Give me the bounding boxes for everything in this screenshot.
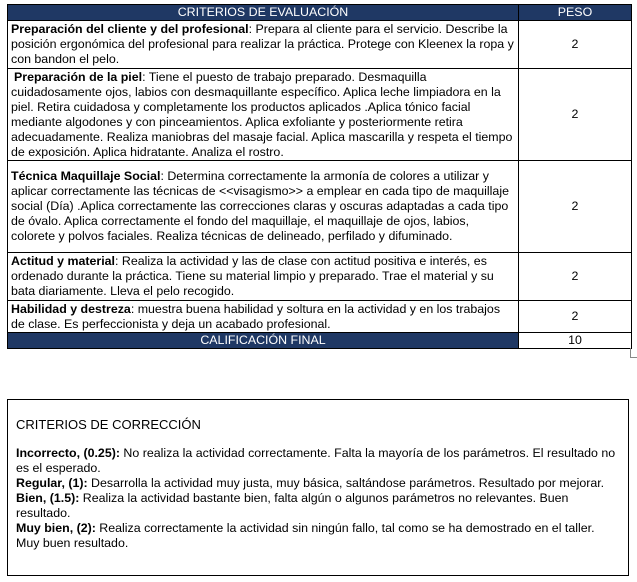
correction-text: Realiza correctamente la actividad sin ningún fallo, tal como se ha demostrado en el taller. Muy buen resultado.: [16, 521, 595, 550]
criterion-title: Actitud y material: [11, 254, 115, 268]
criterion-title: Habilidad y destreza: [11, 301, 131, 316]
header-criteria: CRITERIOS DE EVALUACIÓN: [8, 5, 519, 21]
table-row: [8, 161, 632, 253]
evaluation-table: [7, 4, 632, 349]
correction-criteria-box: [7, 399, 629, 576]
header-weight: PESO: [519, 5, 632, 21]
correction-label: Incorrecto, (0.25):: [16, 446, 120, 460]
paragraph-mark: [630, 348, 637, 358]
weight-cell: 2: [519, 161, 632, 253]
criterion-title: Preparación del cliente y del profesional: [11, 22, 249, 36]
criterion-text: : Realiza la actividad y las de clase con actitud positiva e interés, es ordenado durante la práctica. Tiene su material limpio y preparado. Trae el material y su bata diariamente. Lleva el pelo recogido.: [11, 254, 494, 298]
correction-text: Desarrolla la actividad muy justa, muy básica, saltándose parámetros. Resultado por mejorar.: [87, 476, 605, 490]
criterion-text: : Prepara al cliente para el servicio. Describe la posición ergonómica del profesional para realizar la práctica. Protege con Kleenex la ropa y con bandon el pelo.: [11, 22, 514, 66]
table-row: [8, 69, 632, 161]
weight-cell: 2: [519, 301, 632, 333]
criterion-cell: [8, 161, 519, 253]
criterion-title: Técnica Maquillaje Social: [11, 169, 161, 183]
correction-list: [16, 446, 616, 551]
criterion-cell: [8, 253, 519, 301]
correction-title: CRITERIOS DE CORRECCIÓN: [16, 417, 201, 432]
list-item: [16, 446, 616, 476]
table-row: [8, 21, 632, 69]
weight-cell: 2: [519, 21, 632, 69]
criterion-text: : Determina correctamente la armonía de colores a utilizar y aplicar correctamente las técnicas de <<visagismo>> a emplear en cada tipo de maquillaje social (Día) .Aplica correctamente las correcciones claras y oscuras adaptadas a cada tipo de óvalo. Aplica correctamente el fondo del maquillaje, el maquillaje de ojos, labios, colorete y polvos faciales. Realiza técnicas de delineado, perfilado y difuminado.: [11, 169, 509, 243]
correction-label: Muy bien, (2):: [16, 521, 96, 535]
list-item: [16, 521, 616, 551]
criterion-text: : Tiene el puesto de trabajo preparado. Desmaquilla cuidadosamente ojos, labios con desmaquillante específico. Aplica leche limpiadora en la piel. Retira cuidadosa y completamente los productos aplicados .Aplica tónico facial mediante algodones y con pinceamientos. Aplica exfoliante y posteriormente retira adecuadamente. Realiza maniobras del masaje facial. Aplica mascarilla y respeta el tiempo de exposición. Aplica hidratante. Analiza el rostro.: [11, 69, 513, 159]
table-header-row: [8, 5, 632, 21]
final-grade-value: 10: [519, 333, 632, 349]
criterion-cell: [8, 301, 519, 333]
weight-cell: 2: [519, 253, 632, 301]
table-row: [8, 253, 632, 301]
table-row: [8, 301, 632, 333]
list-item: [16, 476, 616, 491]
correction-label: Regular, (1):: [16, 476, 88, 490]
criterion-text: : muestra buena habilidad y soltura en la actividad y en los trabajos de clase. Es perfeccionista y deja un acabado profesional.: [11, 301, 501, 331]
list-item: [16, 491, 616, 521]
final-grade-row: [8, 333, 632, 349]
weight-cell: 2: [519, 69, 632, 161]
correction-text: Realiza la actividad bastante bien, falta algún o algunos parámetros no relevantes. Buen resultado.: [16, 491, 569, 520]
criterion-title: Preparación de la piel: [14, 69, 143, 84]
correction-label: Bien, (1.5):: [16, 491, 80, 505]
correction-text: No realiza la actividad correctamente. Falta la mayoría de los parámetros. El resultado no es el esperado.: [16, 446, 616, 475]
final-grade-label: CALIFICACIÓN FINAL: [8, 333, 519, 349]
criterion-cell: [8, 69, 519, 161]
criterion-cell: [8, 21, 519, 69]
